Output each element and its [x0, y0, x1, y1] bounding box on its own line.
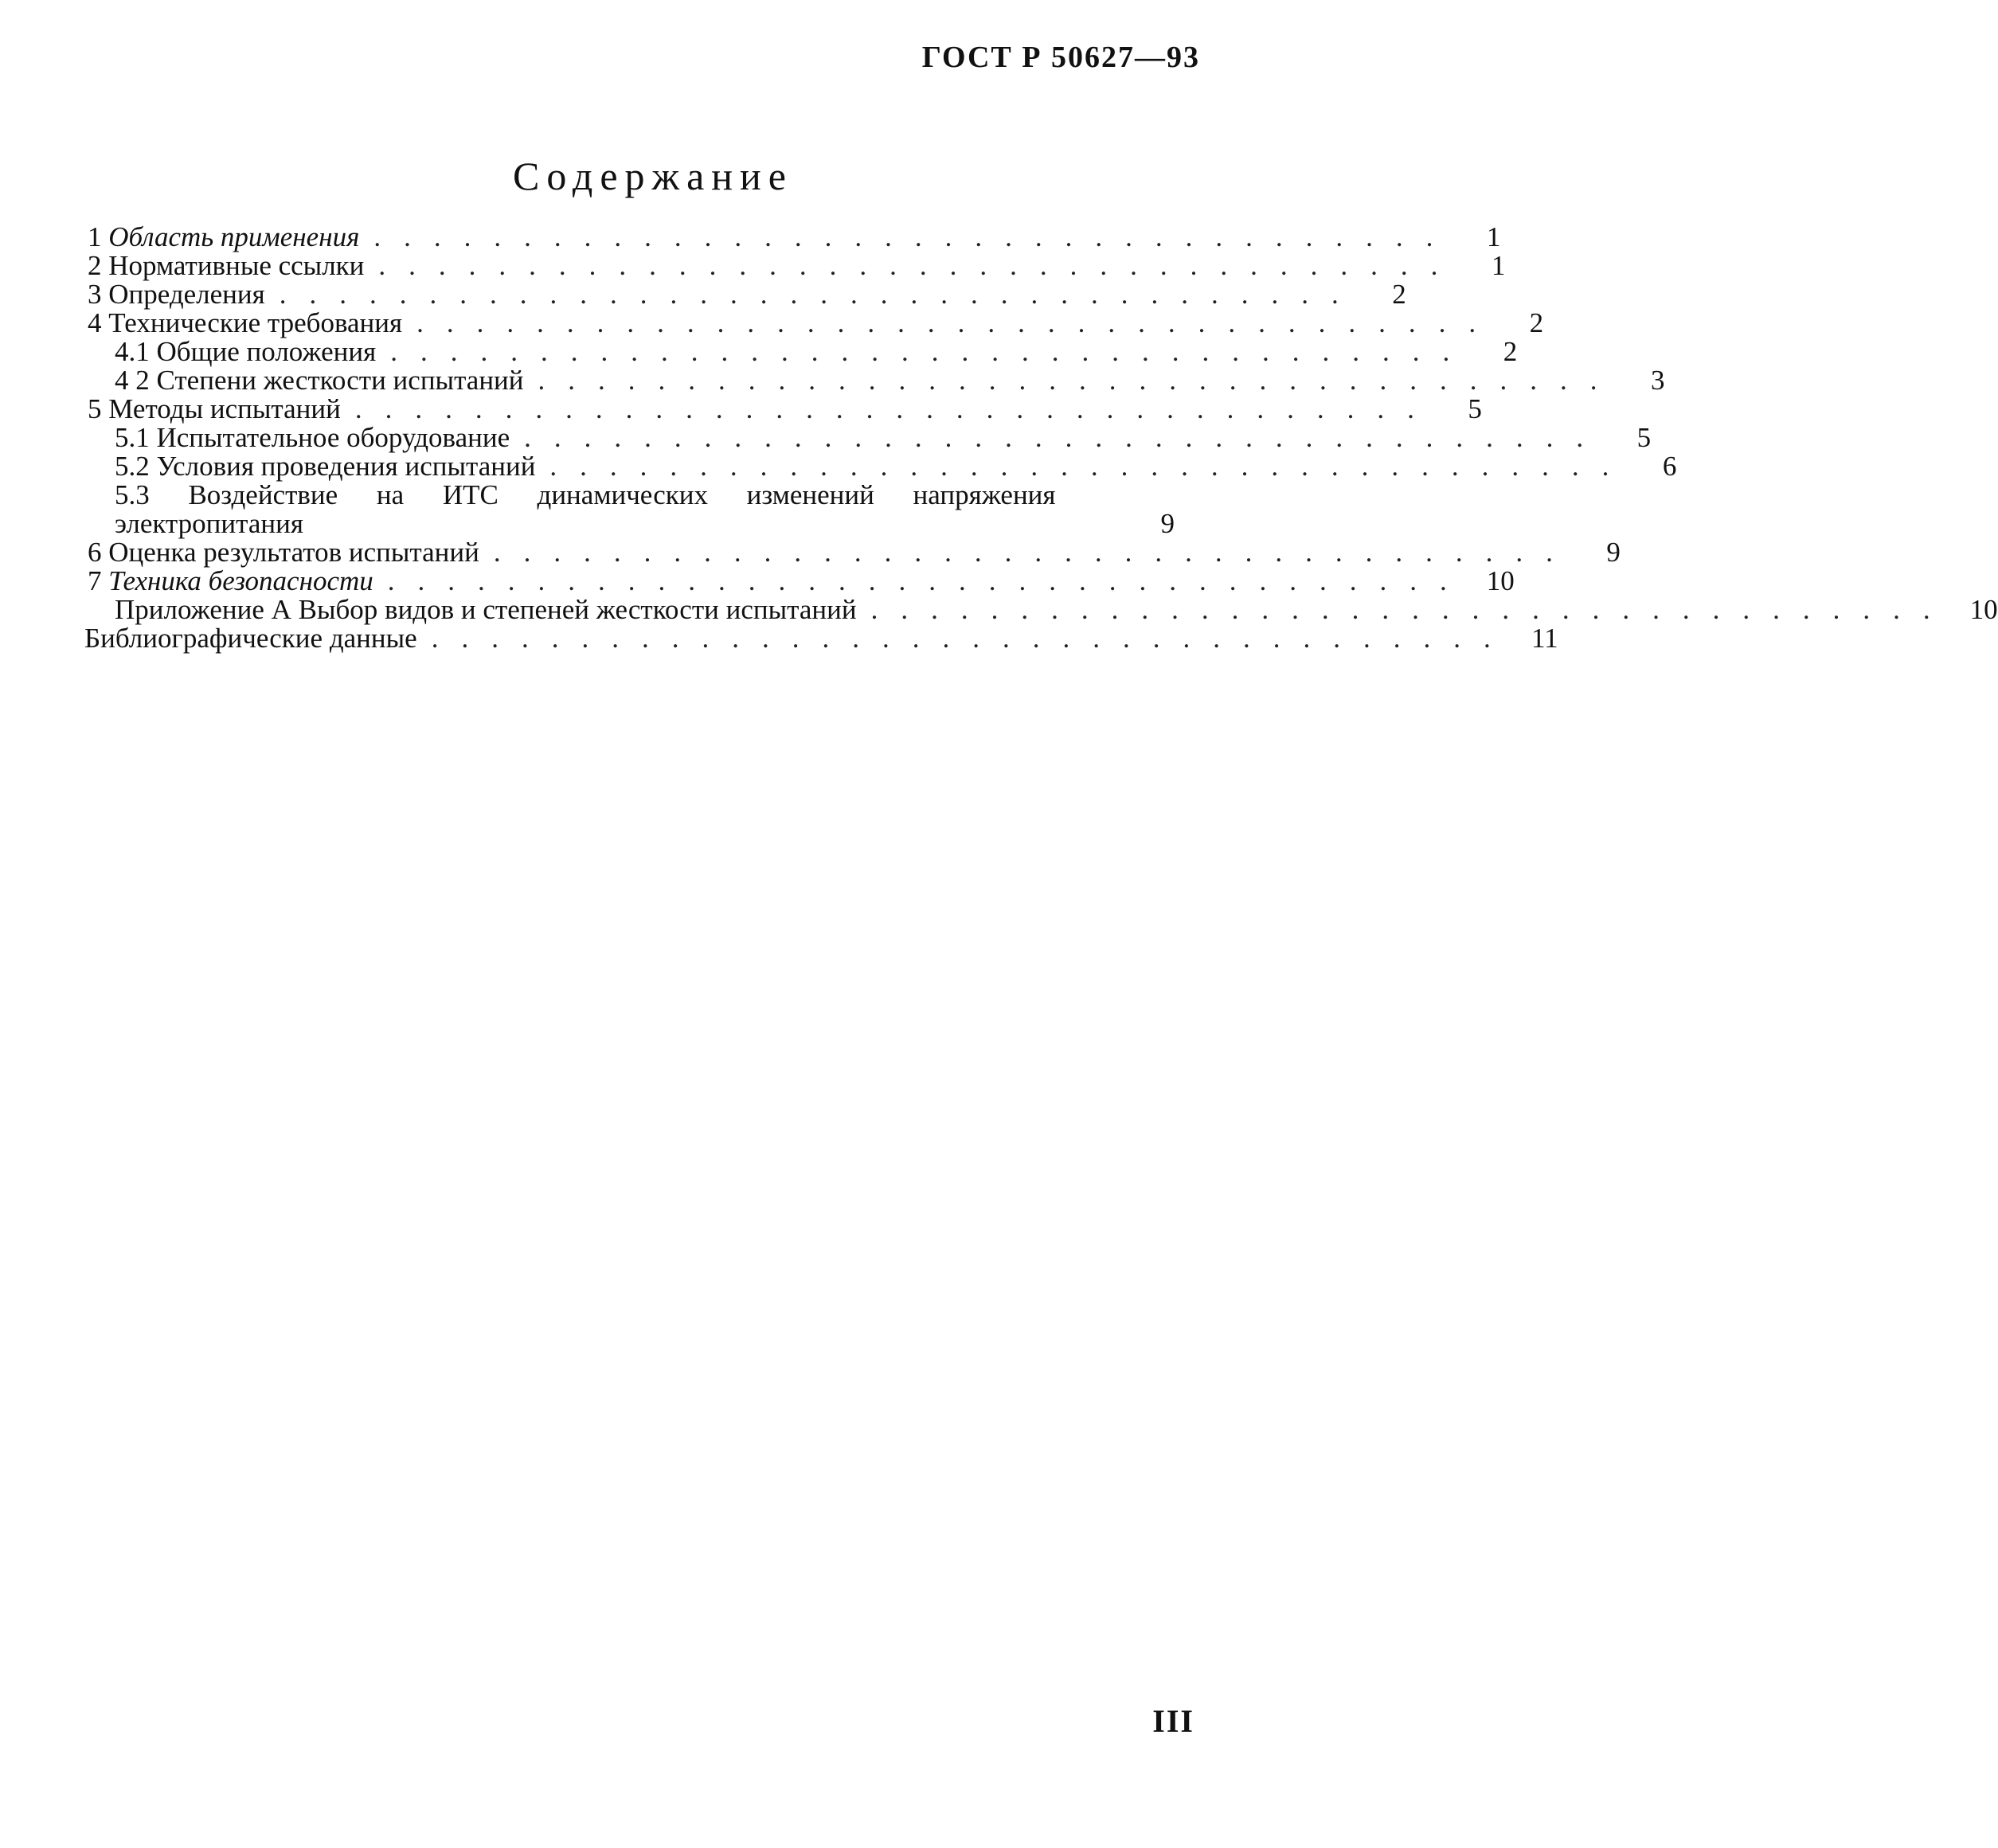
toc-entry-bibliography[interactable]	[84, 623, 1558, 654]
toc-entry-4-2[interactable]	[88, 365, 1665, 396]
leader-dots: ....................................	[524, 422, 1607, 453]
toc-entry-text: 6 Оценка результатов испытаний	[88, 537, 479, 568]
leader-dots: ....................................	[387, 565, 1470, 596]
toc-entry-text: 3 Определения	[88, 279, 265, 310]
toc-page-number: 11	[1531, 623, 1558, 654]
toc-entry-text: 5.2 Условия проведения испытаний	[115, 451, 536, 482]
toc-entry-text: 1 Область применения	[88, 221, 360, 252]
toc-page-number: 2	[1503, 336, 1518, 367]
table-of-contents	[84, 221, 1998, 654]
leader-dots: ....................................	[354, 393, 1437, 424]
leader-dots: ....................................	[373, 221, 1456, 252]
toc-title: Содержание	[513, 154, 793, 198]
toc-entry-6[interactable]	[88, 537, 1621, 568]
toc-entry-text: Библиографические данные	[84, 623, 417, 654]
leader-dots: ....................................	[493, 537, 1576, 568]
toc-entry-4[interactable]	[88, 307, 1544, 338]
toc-entry-text: 4.1 Общие положения	[115, 336, 377, 367]
toc-page-number: 2	[1392, 279, 1406, 310]
toc-entry-text: 5 Методы испытаний	[88, 393, 341, 424]
toc-entry-7[interactable]	[88, 565, 1515, 596]
toc-page-number: 10	[1486, 565, 1515, 596]
toc-page-number: 10	[1969, 594, 1998, 625]
toc-entry-text: 4 2 Степени жесткости испытаний	[115, 365, 524, 396]
toc-page-number: 9	[1160, 508, 1175, 539]
page-number: III	[1152, 1703, 1194, 1739]
toc-entry-appendix-a[interactable]	[88, 594, 1998, 625]
leader-dots: ....................................	[279, 279, 1362, 310]
document-code: ГОСТ Р 50627—93	[921, 41, 1200, 74]
toc-page-number: 3	[1651, 365, 1665, 396]
toc-entry-5-3[interactable]	[88, 481, 1175, 538]
toc-entry-1[interactable]	[88, 221, 1501, 252]
toc-entry-text: Приложение А Выбор видов и степеней жесткости испытаний	[115, 594, 857, 625]
toc-entry-3[interactable]	[88, 279, 1406, 310]
toc-entry-2[interactable]	[88, 250, 1506, 281]
toc-entry-text: 5.3 Воздействие на ИТС динамических изменений напряжения электропитания	[115, 479, 1056, 539]
toc-page-number: 6	[1662, 451, 1677, 482]
toc-entry-5-2[interactable]	[88, 451, 1677, 482]
toc-entry-5-1[interactable]	[88, 422, 1652, 453]
leader-dots: ....................................	[870, 594, 1953, 625]
toc-page-number: 5	[1468, 393, 1482, 424]
toc-page-number: 2	[1529, 307, 1544, 338]
leader-dots: ....................................	[378, 250, 1461, 281]
toc-entry-5[interactable]	[88, 393, 1482, 424]
toc-entry-4-1[interactable]	[88, 336, 1518, 367]
toc-entry-text: 5.1 Испытательное оборудование	[115, 422, 510, 453]
leader-dots: ....................................	[431, 623, 1514, 654]
leader-dots: ....................................	[549, 451, 1632, 482]
toc-entry-text: 7 Техника безопасности	[88, 565, 373, 596]
leader-dots: ....................................	[416, 307, 1499, 338]
toc-page-number: 9	[1606, 537, 1621, 568]
toc-entry-text: 2 Нормативные ссылки	[88, 250, 365, 281]
leader-dots: ....................................	[538, 365, 1621, 396]
leader-dots: ....................................	[390, 336, 1473, 367]
toc-page-number: 1	[1491, 250, 1506, 281]
toc-page-number: 1	[1486, 221, 1501, 252]
toc-page-number: 5	[1636, 422, 1652, 453]
toc-entry-text: 4 Технические требования	[88, 307, 403, 338]
